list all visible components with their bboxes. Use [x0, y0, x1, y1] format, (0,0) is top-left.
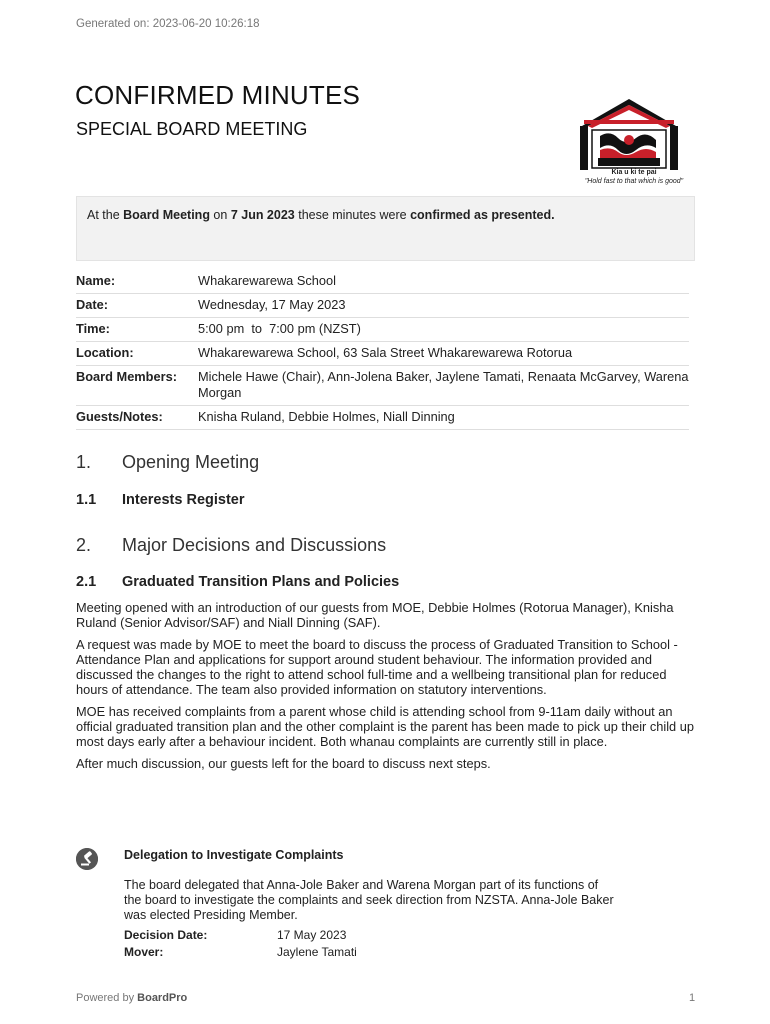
- logo-motto: [580, 168, 688, 186]
- detail-row-name: [76, 270, 689, 294]
- section-title: Interests Register: [122, 492, 245, 508]
- section-number: 2.: [76, 535, 92, 555]
- detail-row-board-members: [76, 366, 689, 406]
- detail-value: Michele Hawe (Chair), Ann-Jolena Baker, Jaylene Tamati, Renaata McGarvey, Warena Morgan: [198, 369, 689, 400]
- decision-title: Delegation to Investigate Complaints: [124, 848, 344, 862]
- minutes-paragraph: Meeting opened with an introduction of our guests from MOE, Debbie Holmes (Rotorua Manager), Knisha Ruland (Senior Advisor/SAF) and Niall Dinning (SAF).: [76, 600, 674, 630]
- section-title: Major Decisions and Discussions: [122, 535, 387, 555]
- detail-value: 5:00 pm to 7:00 pm (NZST): [198, 321, 361, 336]
- page-number: 1: [689, 992, 696, 1004]
- section-number: 2.1: [76, 574, 97, 590]
- minutes-paragraph: A request was made by MOE to meet the board to discuss the process of Graduated Transition to School - Attendance Plan and applications for support around student behaviour. The information provided and discussed the changes to the right to attend school full-time and a wellbeing transitional plan for reduced hours of attendance. The team also provided information on statutory interventions.: [76, 637, 678, 697]
- generated-timestamp: Generated on: 2023-06-20 10:26:18: [76, 18, 260, 30]
- decision-meta: [124, 928, 357, 962]
- confirmation-meeting: Board Meeting: [123, 208, 210, 222]
- footer-powered-text: Powered by: [76, 992, 138, 1004]
- detail-label: Board Members:: [76, 369, 177, 384]
- confirmation-status: confirmed as presented.: [410, 208, 555, 222]
- detail-row-date: [76, 294, 689, 318]
- section-title: Opening Meeting: [122, 452, 260, 472]
- confirmation-box: [76, 196, 695, 261]
- confirmation-mid: these minutes were: [294, 208, 411, 222]
- page-subtitle: SPECIAL BOARD MEETING: [76, 119, 308, 139]
- footer-brand: BoardPro: [137, 992, 188, 1004]
- decision-text: The board delegated that Anna-Jole Baker and Warena Morgan part of its functions of the board to investigate the complaints and seek direction from NZSTA. Anna-Jole Baker was elected Presiding Member.: [124, 878, 614, 922]
- decision-date-value: 17 May 2023: [277, 928, 347, 942]
- minutes-paragraph: After much discussion, our guests left for the board to discuss next steps.: [76, 756, 491, 771]
- minutes-body: [76, 600, 696, 778]
- logo-motto-line1: Kia u ki te pai: [611, 169, 657, 176]
- decision-mover-label: Mover:: [124, 945, 164, 959]
- footer-powered-by: [76, 992, 187, 1004]
- decision-date-label: Decision Date:: [124, 928, 208, 942]
- section-heading-2: [76, 535, 386, 556]
- logo-motto-line2: "Hold fast to that which is good": [584, 178, 684, 185]
- page-title: CONFIRMED MINUTES: [75, 80, 361, 110]
- detail-label: Location:: [76, 345, 134, 360]
- section-heading-1-1: [76, 492, 245, 508]
- detail-value: Whakarewarewa School, 63 Sala Street Whakarewarewa Rotorua: [198, 345, 573, 360]
- detail-row-time: [76, 318, 689, 342]
- confirmation-prefix: At the: [87, 208, 124, 222]
- decision-mover-row: [124, 945, 357, 962]
- section-number: 1.1: [76, 492, 97, 508]
- decision-mover-value: Jaylene Tamati: [277, 945, 357, 959]
- detail-row-location: [76, 342, 689, 366]
- detail-value: Wednesday, 17 May 2023: [198, 297, 346, 312]
- detail-value: Knisha Ruland, Debbie Holmes, Niall Dinning: [198, 409, 455, 424]
- detail-label: Guests/Notes:: [76, 409, 163, 424]
- detail-label: Name:: [76, 273, 116, 288]
- minutes-paragraph: MOE has received complaints from a parent whose child is attending school from 9-11am daily without an official graduated transition plan and the other complaint is the parent has been made to pick up their child up most days early after a behaviour incident. Both whanau complaints are currently still in place.: [76, 704, 694, 749]
- section-heading-1: [76, 452, 259, 473]
- detail-value: Whakarewarewa School: [198, 273, 336, 288]
- detail-label: Time:: [76, 321, 110, 336]
- decision-date-row: [124, 928, 357, 945]
- meeting-details-table: [76, 270, 689, 430]
- section-number: 1.: [76, 452, 92, 472]
- detail-label: Date:: [76, 297, 108, 312]
- gavel-icon: [76, 848, 98, 870]
- section-heading-2-1: [76, 574, 399, 590]
- detail-row-guests: [76, 406, 689, 430]
- confirmation-on: on: [209, 208, 231, 222]
- confirmation-date: 7 Jun 2023: [230, 208, 295, 222]
- section-title: Graduated Transition Plans and Policies: [122, 574, 400, 590]
